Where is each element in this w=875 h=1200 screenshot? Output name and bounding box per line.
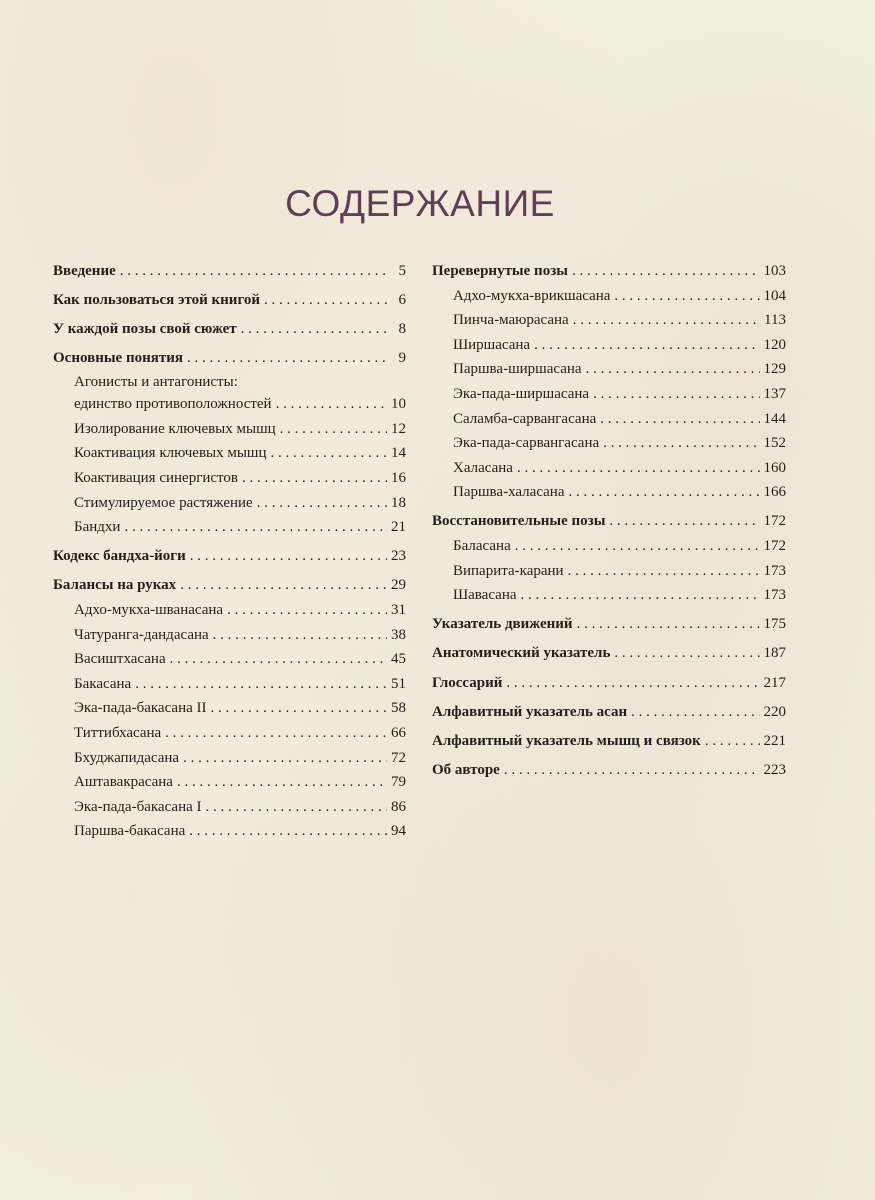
toc-page-number: 223 bbox=[763, 761, 786, 778]
toc-page-number: 152 bbox=[763, 435, 786, 452]
dot-leader bbox=[211, 696, 387, 721]
toc-entry[interactable] bbox=[53, 795, 406, 820]
toc-page-number: 173 bbox=[763, 587, 786, 604]
toc-entry-label: Основные понятия bbox=[53, 350, 183, 367]
dot-leader bbox=[569, 480, 760, 505]
toc-entry-label: Эка-пада-бакасана I bbox=[74, 798, 202, 815]
toc-page-number: 113 bbox=[764, 312, 786, 329]
toc-page-number: 86 bbox=[391, 798, 406, 815]
dot-leader bbox=[609, 509, 759, 534]
toc-entry[interactable] bbox=[53, 317, 406, 342]
toc-entry-label: Кодекс бандха-йоги bbox=[53, 548, 186, 565]
toc-entry-label: Указатель движений bbox=[432, 616, 573, 633]
dot-leader bbox=[631, 700, 759, 725]
toc-entry-label: Випарита-карани bbox=[453, 562, 564, 579]
toc-page-number: 5 bbox=[398, 263, 406, 279]
toc-entry-label: Бхуджапидасана bbox=[74, 749, 180, 766]
toc-right-column bbox=[432, 259, 786, 782]
dot-leader bbox=[577, 612, 760, 637]
toc-entry-label: Анатомический указатель bbox=[432, 645, 611, 662]
toc-page-number: 217 bbox=[763, 674, 786, 691]
toc-entry[interactable] bbox=[53, 672, 406, 697]
toc-entry[interactable] bbox=[53, 491, 406, 516]
toc-entry-label: Балансы на руках bbox=[53, 577, 177, 594]
dot-leader bbox=[257, 491, 387, 516]
toc-entry-label: Перевернутые позы bbox=[432, 263, 568, 279]
toc-page-number: 51 bbox=[391, 675, 406, 692]
toc-entry-label: Паршва-халасана bbox=[453, 484, 565, 501]
toc-page-number: 12 bbox=[391, 420, 406, 437]
toc-page-number: 10 bbox=[391, 395, 406, 412]
dot-leader bbox=[276, 393, 387, 415]
toc-entry[interactable] bbox=[53, 746, 406, 771]
toc-entry-label: Халасана bbox=[453, 459, 513, 476]
toc-left-column bbox=[53, 259, 406, 844]
toc-page-number: 8 bbox=[398, 321, 406, 338]
toc-page-number: 21 bbox=[391, 519, 406, 536]
toc-page-number: 38 bbox=[391, 626, 406, 643]
toc-entry-label: Об авторе bbox=[432, 761, 500, 778]
dot-leader bbox=[568, 559, 760, 584]
dot-leader bbox=[506, 671, 759, 696]
toc-entry-label: Чатуранга-дандасана bbox=[74, 626, 209, 643]
toc-entry-label: Паршва-ширшасана bbox=[453, 361, 582, 378]
toc-entry[interactable] bbox=[53, 259, 406, 284]
toc-entry-label: У каждой позы свой сюжет bbox=[53, 321, 237, 338]
toc-entry-label: Агонисты и антагонисты: bbox=[74, 373, 238, 390]
toc-entry[interactable] bbox=[53, 346, 406, 371]
toc-page-number: 160 bbox=[763, 459, 786, 476]
toc-entry-label: Стимулируемое растяжение bbox=[74, 494, 253, 511]
dot-leader bbox=[504, 758, 760, 783]
toc-entry[interactable] bbox=[53, 770, 406, 795]
toc-entry-label: Адхо-мукха-врикшасана bbox=[453, 287, 611, 304]
toc-page-number: 172 bbox=[763, 538, 786, 555]
toc-page-number: 220 bbox=[763, 703, 786, 720]
dot-leader bbox=[120, 259, 388, 284]
toc-entry-label: Пинча-маюрасана bbox=[453, 312, 569, 329]
dot-leader bbox=[271, 441, 387, 466]
dot-leader bbox=[586, 357, 760, 382]
toc-entry[interactable] bbox=[53, 466, 406, 491]
toc-entry[interactable] bbox=[53, 573, 406, 598]
toc-entry[interactable] bbox=[53, 441, 406, 466]
dot-leader bbox=[534, 333, 759, 358]
toc-page-number: 103 bbox=[763, 263, 786, 279]
dot-leader bbox=[280, 417, 387, 442]
toc-entry[interactable] bbox=[432, 333, 786, 358]
dot-leader bbox=[573, 308, 760, 333]
toc-page-number: 175 bbox=[763, 616, 786, 633]
toc-entry[interactable] bbox=[432, 534, 786, 559]
toc-page-number: 137 bbox=[763, 385, 786, 402]
toc-entry[interactable] bbox=[432, 456, 786, 481]
dot-leader bbox=[170, 647, 387, 672]
page-title: СОДЕРЖАНИЕ bbox=[285, 183, 555, 224]
toc-entry[interactable] bbox=[53, 819, 406, 844]
toc-entry-label: Эка-пада-сарвангасана bbox=[453, 435, 600, 452]
dot-leader bbox=[515, 534, 760, 559]
dot-leader bbox=[593, 382, 759, 407]
toc-entry-label: Баласана bbox=[453, 538, 511, 555]
dot-leader bbox=[165, 721, 387, 746]
toc-entry[interactable] bbox=[53, 598, 406, 623]
toc-page-number: 221 bbox=[763, 732, 786, 749]
dot-leader bbox=[189, 819, 387, 844]
toc-entry[interactable] bbox=[432, 480, 786, 505]
toc-entry-label: Васиштхасана bbox=[74, 651, 166, 668]
toc-entry-label: Паршва-бакасана bbox=[74, 823, 186, 840]
toc-page-number: 14 bbox=[391, 445, 406, 462]
toc-entry-label: Глоссарий bbox=[432, 674, 503, 691]
toc-entry-label: Алфавитный указатель мышц и связок bbox=[432, 732, 701, 749]
toc-entry-label: Ширшасана bbox=[453, 336, 531, 353]
dot-leader bbox=[213, 623, 387, 648]
toc-page-number: 23 bbox=[391, 548, 406, 565]
dot-leader bbox=[206, 795, 387, 820]
toc-entry-label: Бакасана bbox=[74, 675, 132, 692]
dot-leader bbox=[572, 259, 760, 284]
toc-entry[interactable] bbox=[53, 696, 406, 721]
dot-leader bbox=[183, 746, 387, 771]
toc-entry-label: Изолирование ключевых мышц bbox=[74, 420, 276, 437]
toc-entry-label: Введение bbox=[53, 263, 116, 279]
dot-leader bbox=[521, 583, 760, 608]
toc-entry[interactable] bbox=[53, 288, 406, 313]
toc-entry[interactable] bbox=[432, 407, 786, 432]
toc-entry[interactable] bbox=[432, 431, 786, 456]
toc-entry-label: Эка-пада-бакасана II bbox=[74, 700, 207, 717]
toc-page-number: 58 bbox=[391, 700, 406, 717]
dot-leader bbox=[135, 672, 387, 697]
dot-leader bbox=[190, 544, 387, 569]
toc-entry[interactable] bbox=[432, 729, 786, 754]
toc-entry[interactable] bbox=[53, 371, 406, 417]
toc-page-number: 187 bbox=[763, 645, 786, 662]
dot-leader bbox=[603, 431, 759, 456]
dot-leader bbox=[242, 466, 387, 491]
toc-page-number: 120 bbox=[763, 336, 786, 353]
toc-page-number: 45 bbox=[391, 651, 406, 668]
toc-page-number: 66 bbox=[391, 725, 406, 741]
toc-page-number: 29 bbox=[391, 577, 406, 594]
toc-entry[interactable] bbox=[432, 641, 786, 666]
toc-entry[interactable] bbox=[432, 509, 786, 534]
dot-leader bbox=[705, 729, 760, 754]
toc-page-number: 129 bbox=[763, 361, 786, 378]
toc-entry[interactable] bbox=[432, 382, 786, 407]
toc-entry[interactable] bbox=[432, 284, 786, 309]
toc-entry[interactable] bbox=[53, 721, 406, 746]
toc-entry[interactable] bbox=[432, 671, 786, 696]
toc-entry-label: единство противоположностей bbox=[74, 395, 272, 412]
toc-page-number: 16 bbox=[391, 470, 406, 487]
dot-leader bbox=[517, 456, 760, 481]
dot-leader bbox=[187, 346, 388, 371]
toc-entry[interactable] bbox=[432, 357, 786, 382]
toc-page-number: 166 bbox=[763, 484, 786, 501]
toc-entry[interactable] bbox=[432, 758, 786, 783]
toc-entry[interactable] bbox=[432, 700, 786, 725]
toc-entry-label: Адхо-мукха-шванасана bbox=[74, 602, 224, 619]
toc-entry-label: Бандхи bbox=[74, 519, 121, 536]
toc-entry[interactable] bbox=[432, 259, 786, 284]
toc-entry[interactable] bbox=[53, 544, 406, 569]
toc-entry-label: Восстановительные позы bbox=[432, 513, 606, 530]
toc-page-number: 104 bbox=[763, 287, 786, 304]
dot-leader bbox=[600, 407, 759, 432]
toc-entry[interactable] bbox=[432, 583, 786, 608]
dot-leader bbox=[180, 573, 387, 598]
toc-entry[interactable] bbox=[53, 623, 406, 648]
toc-page-number: 173 bbox=[763, 562, 786, 579]
toc-page-number: 72 bbox=[391, 749, 406, 766]
dot-leader bbox=[241, 317, 388, 342]
toc-entry-label: Как пользоваться этой книгой bbox=[53, 292, 261, 309]
dot-leader bbox=[227, 598, 387, 623]
toc-entry-label: Аштавакрасана bbox=[74, 774, 173, 791]
toc-entry-label: Эка-пада-ширшасана bbox=[453, 385, 590, 402]
dot-leader bbox=[177, 770, 387, 795]
toc-entry-label: Шавасана bbox=[453, 587, 517, 604]
toc-page-number: 172 bbox=[763, 513, 786, 530]
toc-page-number: 94 bbox=[391, 823, 406, 840]
toc-entry-label: Коактивация ключевых мышц bbox=[74, 445, 267, 462]
toc-page-number: 31 bbox=[391, 602, 406, 619]
toc-entry[interactable] bbox=[53, 647, 406, 672]
toc-entry[interactable] bbox=[432, 559, 786, 584]
dot-leader bbox=[264, 288, 388, 313]
toc-page-number: 79 bbox=[391, 774, 406, 791]
toc-entry[interactable] bbox=[53, 515, 406, 540]
dot-leader bbox=[614, 284, 759, 309]
toc-entry[interactable] bbox=[432, 612, 786, 637]
toc-page-number: 144 bbox=[763, 410, 786, 427]
dot-leader bbox=[124, 515, 387, 540]
toc-entry-label: Коактивация синергистов bbox=[74, 470, 238, 487]
dot-leader bbox=[614, 641, 759, 666]
toc-entry[interactable] bbox=[432, 308, 786, 333]
toc-page-number: 6 bbox=[398, 292, 406, 309]
toc-entry-label: Саламба-сарвангасана bbox=[453, 410, 597, 427]
toc-page-number: 9 bbox=[398, 350, 406, 367]
toc-entry-label: Алфавитный указатель асан bbox=[432, 703, 628, 720]
toc-entry-label: Титтибхасана bbox=[74, 725, 162, 741]
toc-entry[interactable] bbox=[53, 417, 406, 442]
toc-page-number: 18 bbox=[391, 494, 406, 511]
